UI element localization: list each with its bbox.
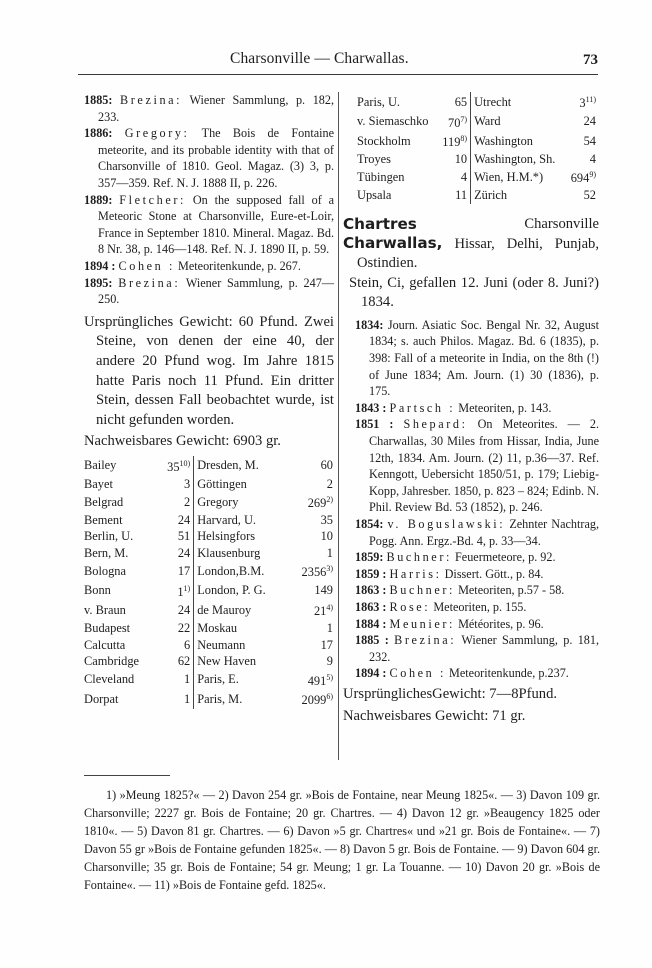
collection-weight: 21$^{4)}$ (313, 603, 333, 619)
collection-name: Neumann (194, 637, 291, 654)
reference-text: Météorites, p. 96. (458, 616, 544, 631)
footnotes: 1) »Meung 1825?« — 2) Davon 254 gr. »Bois de Fontaine, near Meung 1825«. — 3) Davon 109 gr. Charsonville; 2227 gr. Bois de Fontaine; 20 gr. Chartres. — 4) Davon 12 gr. »Beaugency 1825 oder 1810«. — 5) Davon 81 gr. Chartres. — 6) Davon »5 gr. Chartres« und »21 gr. Bois de Fontaine«. — 7) Davon 55 gr »Bois de Fontaine gefunden 1825«. — 8) Davon 5 gr. Bois de Fontaine. — 9) Davon 604 gr. Charsonville; 35 gr. Bois de Fontaine; 54 gr. Meung; 1 gr. La Touanne. — 10) Davon 20 gr. »Bois de Fontaine«. — 11) »Bois de Fontaine gefd. 1825«. (84, 788, 600, 893)
collection-weight: 60 (320, 458, 333, 473)
collection-weight: 1$^{1)}$ (177, 583, 191, 599)
verifiable-weight: Nachweisbares Gewicht: 6903 gr. (84, 433, 281, 450)
entry-name-charwallas: Charwallas, (343, 233, 443, 252)
table-row (84, 637, 336, 654)
footnote-marker: 1) (183, 583, 191, 593)
collection-name: Utrecht (471, 92, 568, 112)
table-row (357, 167, 599, 187)
collection-weight: 54 (583, 133, 596, 148)
collection-name: Helsingfors (194, 528, 291, 545)
collection-name: New Haven (194, 653, 291, 670)
collection-weight: 1 (184, 691, 191, 706)
collection-name: Zürich (471, 187, 568, 204)
reference-text: Zehnter Nachtrag, Pogg. Ann. Ergz.-Bd. 4, p. 33—34. (369, 517, 599, 548)
collection-name: Bailey (84, 458, 117, 473)
collection-name: Washington (471, 131, 568, 151)
reference-author: Brezina: (394, 633, 457, 648)
reference-text: Wiener Sammlung, p. 182, 233. (98, 93, 335, 124)
collection-name: Paris, E. (194, 670, 291, 690)
reference-year: 1859 : (355, 566, 387, 581)
collection-name: Upsala (357, 188, 392, 202)
reference-text: Meteoriten, p. 143. (458, 400, 552, 415)
collection-weight: 24 (177, 512, 191, 527)
collection-weight: 2099$^{6)}$ (301, 692, 333, 708)
reference-entry (355, 317, 599, 400)
reference-year: 1884 : (355, 616, 387, 631)
table-row (84, 476, 336, 493)
reference-author: Buchner: (386, 550, 452, 565)
reference-year: 1863 : (355, 599, 387, 614)
reference-entry (355, 616, 599, 633)
footnote-marker: 11) (585, 95, 596, 104)
cross-reference-entry (343, 214, 599, 234)
collection-weight: 269$^{2)}$ (307, 495, 333, 511)
collection-weight: 3$^{11)}$ (579, 95, 596, 111)
table-row (84, 456, 336, 476)
reference-year: 1859: (355, 550, 384, 565)
collection-name: Dorpat (84, 691, 119, 706)
footnote-marker: 6) (326, 692, 333, 702)
collection-name: Göttingen (194, 476, 291, 493)
collection-table-continued (357, 92, 599, 204)
original-weight-charwallas: UrsprünglichesGewicht: 7—8Pfund. (343, 685, 558, 702)
collection-weight: 24 (177, 545, 191, 560)
cross-reference-target: Charsonville (524, 215, 599, 232)
reference-entry (84, 275, 334, 308)
reference-text: The Bois de Fontaine meteorite, and its probable identity with that of Charsonville of 1810. Geol. Magaz. (3) 3, p. 357—359. Ref. N. J. 1888 II, p. 226. (98, 126, 335, 190)
collection-name: Washington, Sh. (471, 151, 568, 168)
collection-name: Paris, M. (194, 689, 291, 709)
collection-name: Belgrad (84, 494, 124, 509)
footnote-marker: 3) (326, 564, 333, 574)
collection-name: v. Siemaschko (357, 114, 429, 129)
collection-weight: 11 (455, 188, 468, 202)
table-row (84, 492, 336, 512)
collection-weight: 51 (177, 529, 191, 544)
collection-name: Berlin, U. (84, 529, 134, 544)
collection-weight: 24 (177, 602, 191, 617)
collection-weight: 149 (314, 583, 333, 598)
table-row (84, 653, 336, 670)
reference-entry (355, 632, 599, 665)
reference-author: Brezina: (120, 93, 183, 107)
collection-weight: 9 (326, 654, 333, 668)
reference-author: Cohen : (389, 666, 446, 681)
collection-name: Troyes (357, 151, 391, 166)
collection-weight: 2356$^{3)}$ (301, 564, 333, 580)
footnote-separator (84, 775, 170, 776)
collection-name: Harvard, U. (194, 512, 291, 529)
collection-name: Cambridge (84, 654, 140, 668)
collection-name: Dresden, M. (194, 456, 291, 476)
table-row (357, 112, 599, 132)
reference-entry (84, 125, 334, 191)
table-row (84, 670, 336, 690)
reference-author: Cohen : (118, 258, 175, 273)
footnote-marker: 10) (179, 458, 191, 468)
reference-text: Wiener Sammlung, p. 181, 232. (369, 633, 600, 664)
collection-name: London, P. G. (194, 581, 291, 601)
entry-location: Hissar, Delhi, Punjab, Ostindien. (357, 235, 599, 272)
reference-author: Meunier: (389, 616, 456, 631)
collection-weight: 10 (320, 529, 333, 544)
table-row (357, 92, 599, 112)
reference-text: Feuermeteore, p. 92. (455, 550, 556, 565)
reference-year: 1843 : (355, 400, 387, 415)
collection-name: Bonn (84, 583, 111, 598)
table-row (84, 620, 336, 637)
reference-year: 1894 : (84, 258, 116, 273)
reference-entry (84, 192, 334, 258)
collection-name: Wien, H.M.*) (471, 167, 568, 187)
page-number: 73 (583, 52, 598, 68)
table-row (84, 561, 336, 581)
collection-weight: 17 (177, 563, 191, 578)
collection-weight: 6 (184, 637, 191, 652)
reference-text: Meteoritenkunde, p. 267. (178, 258, 301, 273)
reference-author: Brezina: (118, 275, 181, 290)
verifiable-weight-charwallas: Nachweisbares Gewicht: 71 gr. (343, 707, 526, 724)
reference-text: Wiener Sammlung, p. 247—250. (98, 275, 335, 307)
collection-weight: 35 (320, 512, 333, 527)
collection-weight: 62 (177, 654, 191, 668)
charwallas-entry-heading (343, 234, 599, 274)
reference-entry (355, 599, 599, 616)
collection-name: Bern, M. (84, 545, 129, 560)
collection-weight: 10 (454, 151, 468, 166)
reference-author: Rose: (389, 599, 431, 614)
collection-weight: 65 (454, 94, 468, 109)
collection-weight: 1 (326, 545, 333, 560)
reference-text: On the supposed fall of a Meteoric Stone at Charsonville, Eure-et-Loir, France in September 1810. Mineral. Magaz. Bd. 8 Nr. 38, p. 146—148. Ref. N. J. 1890 II, p. 59. (98, 192, 335, 257)
collection-weight: 22 (177, 621, 191, 635)
reference-year: 1885: (84, 93, 113, 107)
reference-entry (84, 92, 334, 125)
collection-weight: 24 (583, 114, 596, 129)
collection-weight: 1 (326, 621, 333, 635)
collection-weight: 119$^{8)}$ (442, 134, 468, 150)
page-title: Charsonville — Charwallas. (230, 50, 409, 67)
reference-year: 1885 : (355, 633, 389, 648)
reference-list-charwallas (355, 317, 599, 682)
reference-entry (355, 516, 599, 549)
reference-year: 1854: (355, 517, 384, 531)
reference-year: 1889: (84, 192, 113, 207)
table-row (84, 689, 336, 709)
original-weight-paragraph: Ursprüngliches Gewicht: 60 Pfund. Zwei Steine, von denen der eine 40, der andere 20 Pfund wog. Im Jahre 1815 hatte Paris noch 11 Pfund. Ein dritter Stein, dessen Fall beobachtet wurde, ist nicht gefunden worden. (84, 313, 334, 428)
collection-weight: 2 (326, 476, 333, 491)
table-row (357, 131, 599, 151)
collection-weight: 17 (320, 637, 333, 652)
table-row (84, 600, 336, 620)
collection-name: Paris, U. (357, 94, 401, 109)
collection-weight: 3 (184, 476, 191, 491)
collection-name: Bayet (84, 476, 113, 491)
collection-name: Budapest (84, 621, 131, 635)
collection-name: Bologna (84, 563, 126, 578)
reference-entry (355, 416, 599, 516)
collection-weight: 70$^{7)}$ (448, 114, 468, 130)
reference-year: 1851 : (355, 417, 394, 432)
footnote-marker: 7) (460, 114, 468, 124)
reference-author: Harris: (389, 566, 442, 581)
running-header (78, 48, 598, 75)
reference-year: 1886: (84, 126, 113, 141)
collection-name: Cleveland (84, 672, 135, 687)
reference-text: Journ. Asiatic Soc. Bengal Nr. 32, August 1834; s. auch Philos. Magaz. Bd. 6 (1835), p. 398: Fall of a meteorite in India, on the 8th (!) of June 1834; Am. Journ. (1) 30 (1836), p. 175. (369, 317, 599, 399)
reference-author: v. Boguslawski: (387, 517, 506, 531)
table-row (84, 528, 336, 545)
reference-author: Partsch : (389, 400, 456, 415)
reference-text: Meteoriten, p.57 - 58. (458, 583, 565, 598)
reference-entry (355, 582, 599, 599)
collection-name: Bement (84, 512, 123, 527)
right-column (343, 92, 599, 726)
collection-table (84, 456, 336, 709)
collection-weight: 694$^{9)}$ (570, 170, 596, 186)
reference-year: 1895: (84, 275, 113, 290)
footnote-marker: 2) (326, 495, 333, 504)
collection-name: Stockholm (357, 133, 411, 148)
reference-entry (355, 665, 599, 682)
left-column (84, 92, 334, 709)
entry-name-chartres: Chartres (343, 214, 417, 233)
collection-name: London,B.M. (194, 561, 291, 581)
reference-text: Dissert. Gött., p. 84. (444, 566, 544, 581)
reference-year: 1834: (355, 317, 384, 332)
collection-weight: 35$^{10)}$ (167, 458, 191, 474)
table-row (84, 545, 336, 562)
collection-name: de Mauroy (194, 600, 291, 620)
reference-author: Shepard: (403, 417, 468, 432)
collection-name: Gregory (194, 492, 291, 512)
collection-weight: 1 (184, 672, 191, 687)
collection-name: Tübingen (357, 169, 405, 184)
reference-entry (355, 549, 599, 566)
collection-weight: 4 (589, 151, 596, 166)
collection-weight: 2 (184, 494, 191, 509)
collection-name: Klausenburg (194, 545, 291, 562)
collection-name: Calcutta (84, 637, 126, 652)
footnote-marker: 4) (326, 603, 333, 613)
collection-name: Moskau (194, 620, 291, 637)
reference-author: Buchner: (389, 583, 456, 598)
table-row (84, 581, 336, 601)
reference-author: Fletcher: (119, 192, 186, 207)
reference-entry (355, 566, 599, 583)
reference-entry (355, 400, 599, 417)
entry-description: Stein, Ci, gefallen 12. Juni (oder 8. Juni?) 1834. (349, 274, 599, 311)
footnote-marker: 8) (460, 134, 468, 144)
column-divider (338, 92, 339, 760)
reference-list (84, 92, 334, 308)
reference-entry (84, 258, 334, 275)
collection-name: Ward (471, 112, 568, 132)
reference-year: 1894 : (355, 666, 387, 681)
reference-text: Meteoriten, p. 155. (433, 599, 527, 614)
collection-weight: 4 (460, 169, 468, 184)
footnote-marker: 5) (326, 672, 333, 682)
table-row (357, 187, 599, 204)
table-row (357, 151, 599, 168)
collection-name: v. Braun (84, 602, 126, 617)
collection-weight: 52 (583, 188, 596, 202)
footnote-marker: 9) (589, 170, 596, 180)
table-row (84, 512, 336, 529)
reference-author: Gregory: (124, 126, 190, 141)
reference-text: Meteoritenkunde, p.237. (449, 666, 569, 681)
collection-weight: 491$^{5)}$ (307, 672, 333, 688)
reference-text: On Meteorites. — 2. Charwallas, 30 Miles from Hissar, India, June 12th, 1834. Am. Journ. (2) 11, p.36—37. Ref. Kenngott, Uebersicht 1850/51, p. 179; Liebig-Kopp, Jahresber. 1850, p. 823 – 824; Edinb. N. Phil. Review Bd. 53 (1852), p. 246. (369, 417, 600, 515)
reference-year: 1863 : (355, 583, 387, 598)
